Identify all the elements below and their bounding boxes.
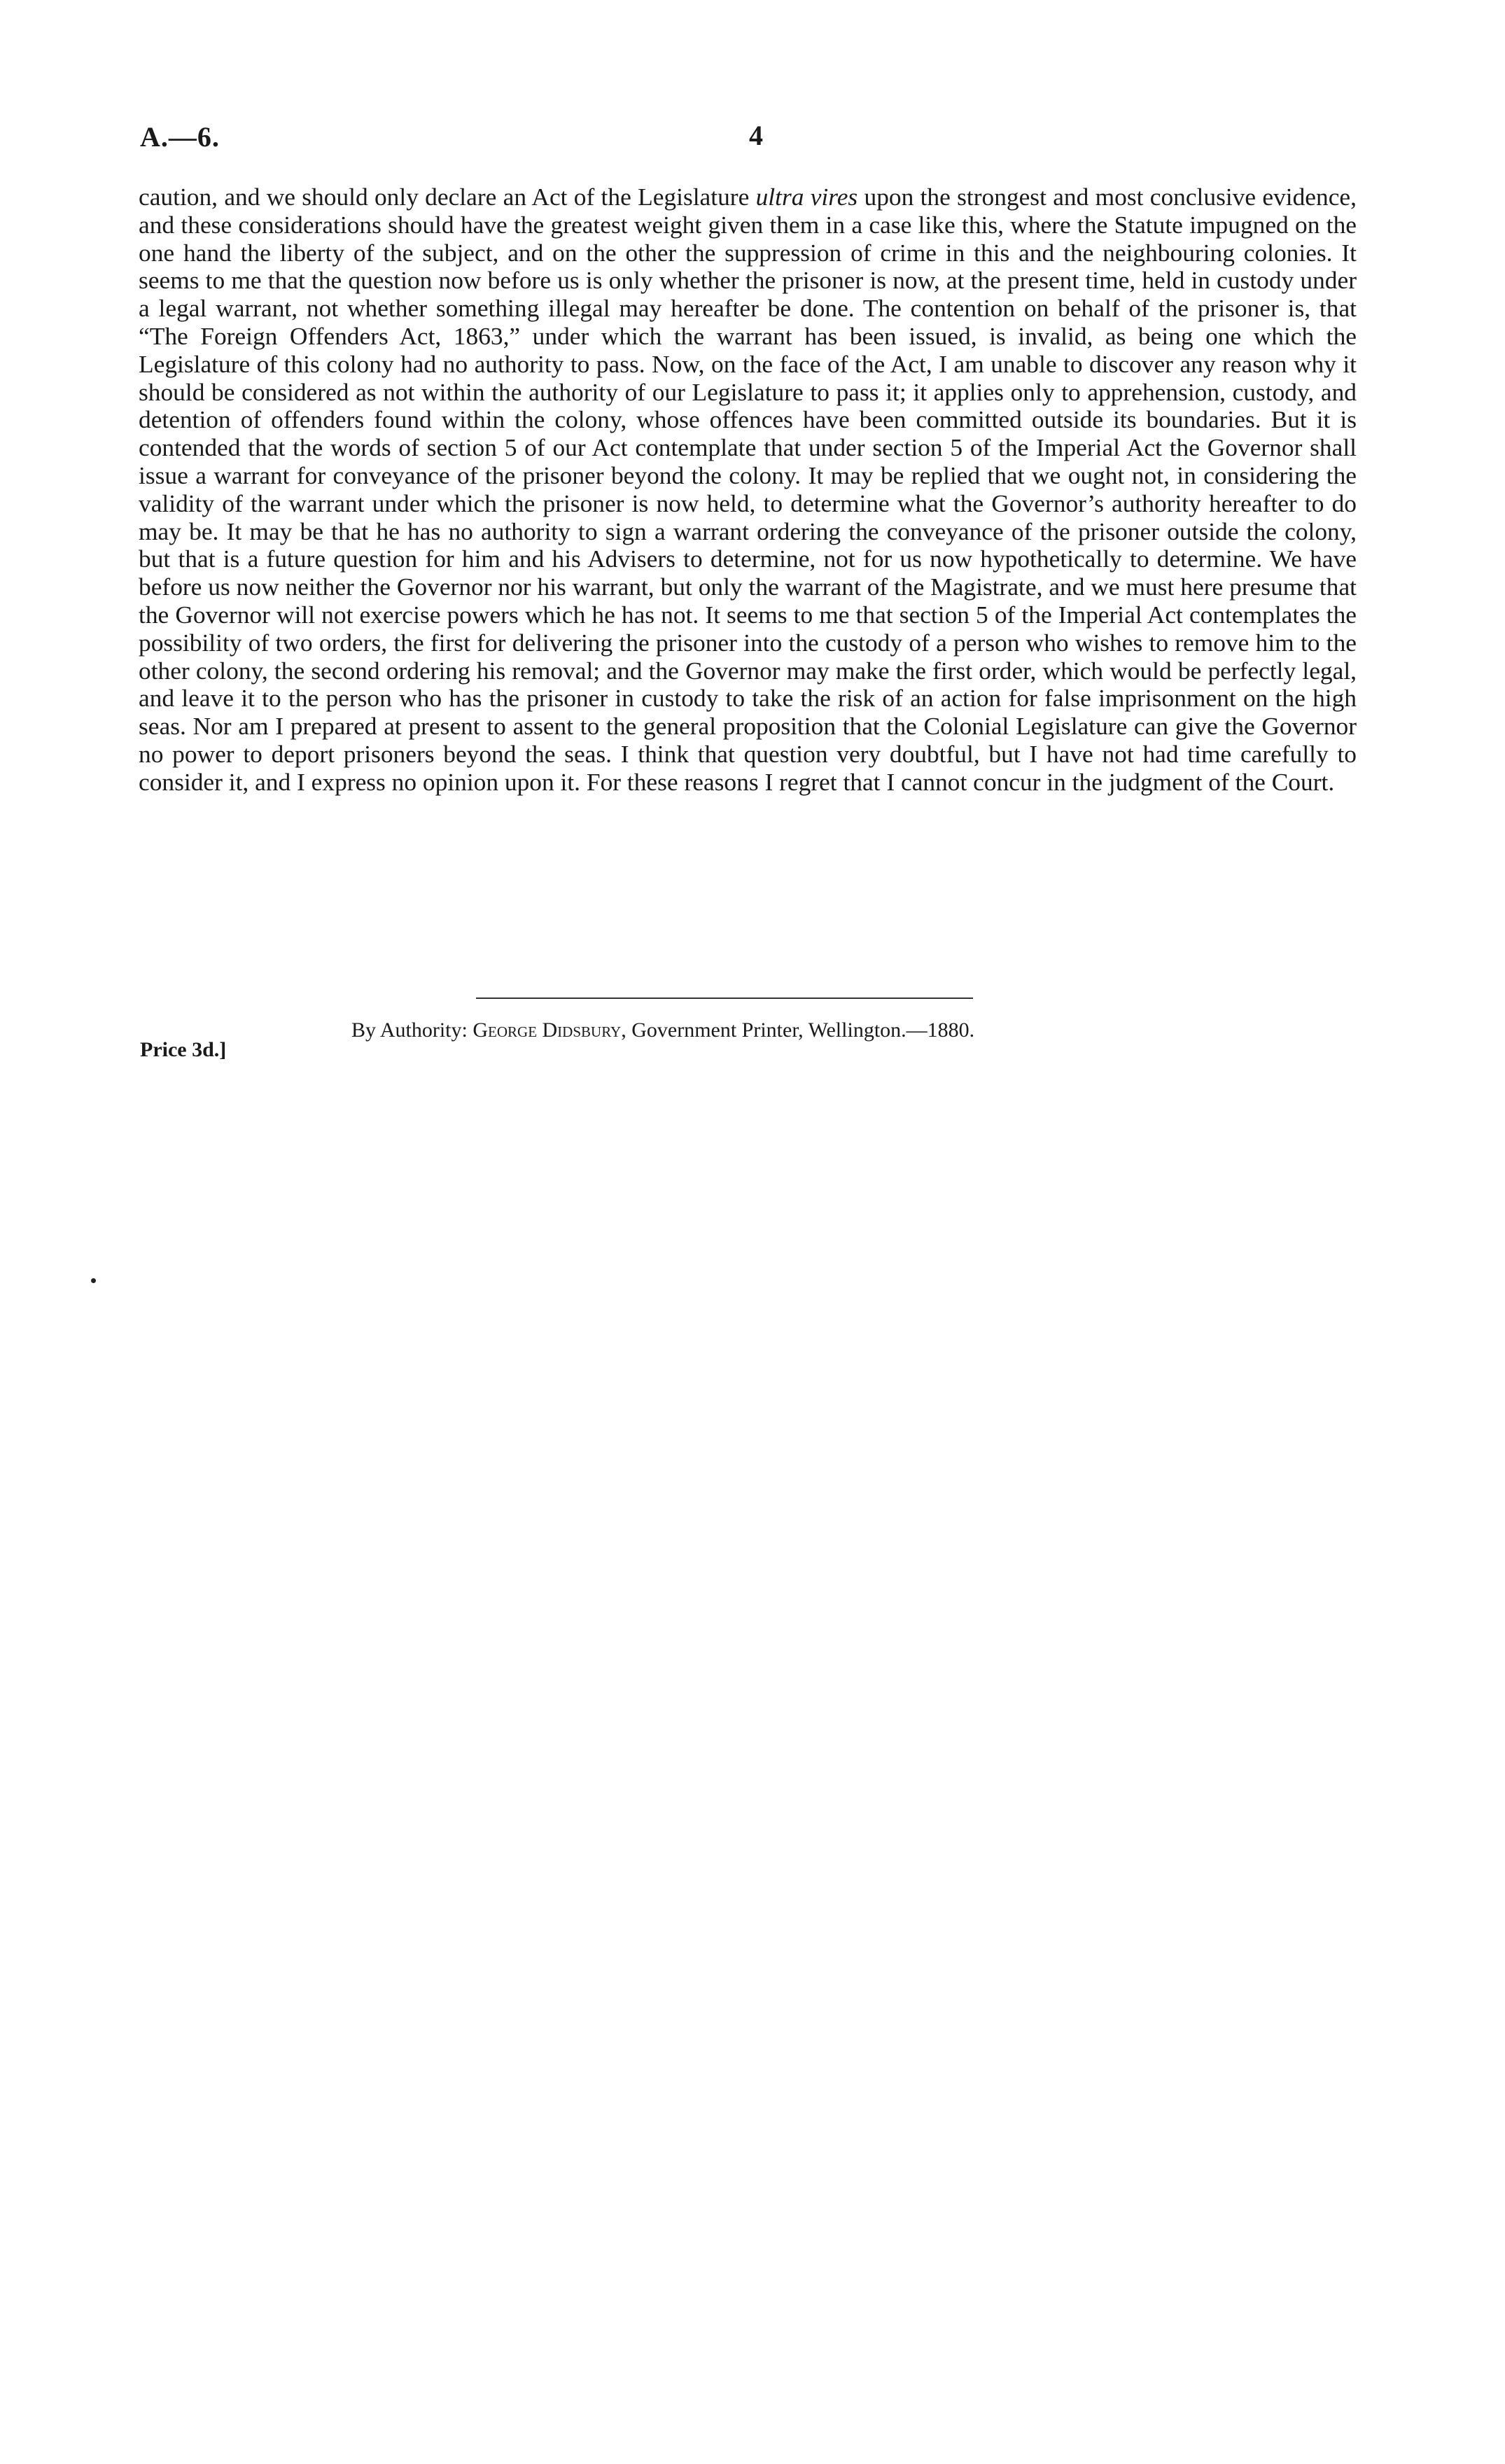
footer-rule	[476, 997, 973, 999]
paragraph-text-rest: upon the strongest and most conclusive evidence, and these considerations should have the greatest weight given them in a case like this, where the Statute impugned on the one hand the liberty of the subject, and on the other the suppression of crime in this and the neighbouring colonies. It seems to me that the question now before us is only whether the prisoner is now, at the present time, held in custody under a legal warrant, not whether something illegal may hereafter be done. The contention on behalf of the prisoner is, that “The Foreign Offenders Act, 1863,” under which the warrant has been issued, is invalid, as being one which the Legislature of this colony had no authority to pass. Now, on the face of the Act, I am unable to discover any reason why it should be considered as not within the authority of our Legislature to pass it; it applies only to apprehension, custody, and detention of offenders found within the colony, whose offences have been committed outside its boundaries. But it is contended that the words of section 5 of our Act contemplate that under section 5 of the Imperial Act the Governor shall issue a warrant for conveyance of the prisoner beyond the colony. It may be replied that we ought not, in considering the validity of the warrant under which the prisoner is now held, to determine what the Governor’s authority hereafter to do may be. It may be that he has no authority to sign a warrant ordering the conveyance of the prisoner outside the colony, but that is a future question for him and his Advisers to determine, not for us now hypothetically to determine. We have before us now neither the Governor nor his warrant, but only the warrant of the Magistrate, and we must here presume that the Governor will not exercise powers which he has not. It seems to me that section 5 of the Imperial Act contemplates the possibility of two orders, the first for delivering the prisoner into the custody of a person who wishes to remove him to the other colony, the second ordering his removal; and the Governor may make the first order, which would be perfectly legal, and leave it to the person who has the prisoner in custody to take the risk of an action for false imprisonment on the high seas. Nor am I prepared at present to assent to the general proposition that the Colonial Legislature can give the Governor no power to deport prisoners beyond the seas. I think that question very doubtful, but I have not had time carefully to consider it, and I express no opinion upon it. For these reasons I regret that I cannot concur in the judgment of the Court.	[139, 183, 1357, 796]
price-label: Price 3d.]	[140, 1038, 227, 1061]
italic-phrase: ultra vires	[755, 183, 858, 211]
judgment-paragraph	[139, 183, 1357, 797]
page-number: 4	[749, 120, 763, 151]
stray-ink-mark	[91, 1278, 96, 1283]
imprint-prefix: By Authority:	[351, 1018, 473, 1042]
imprint-suffix: , Government Printer, Wellington.—1880.	[621, 1018, 975, 1042]
paragraph-text-start: caution, and we should only declare an Act of the Legislature	[139, 183, 756, 211]
printer-imprint	[351, 1018, 1135, 1042]
page-reference: A.—6.	[140, 121, 220, 153]
printer-name: George Didsbury	[472, 1018, 622, 1042]
